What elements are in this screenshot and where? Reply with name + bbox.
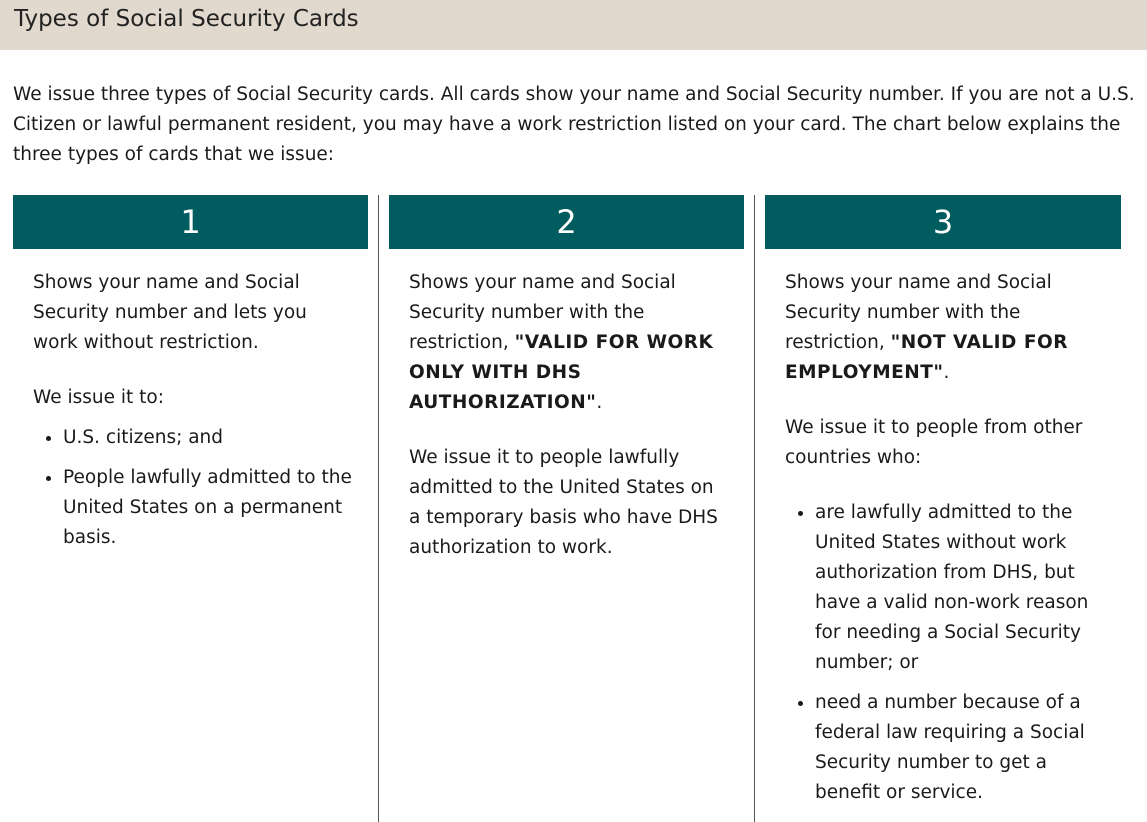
intro-paragraph: We issue three types of Social Security cards. All cards show your name and Social Security number. If you are not a U.S. Citizen or lawful permanent resident, you may have a work restriction listed on your card. The chart below explains the three types of cards that we issue: [13, 84, 1135, 165]
card-type-3-header: 3 [765, 195, 1121, 249]
card-type-2-header: 2 [389, 195, 744, 249]
card-type-1-body [33, 268, 353, 563]
card-type-1-header: 1 [13, 195, 368, 249]
list-item: • U.S. citizens; and [63, 423, 353, 453]
card-type-2-issue-to: We issue it to people lawfully admitted to the United States on a temporary basis who have DHS authorization to work. [409, 447, 718, 558]
column-divider [378, 195, 379, 822]
card-type-3-issue-to: We issue it to people from other countries who: [785, 417, 1083, 468]
card-type-2-body [409, 268, 729, 588]
card-type-1-list [33, 423, 353, 553]
list-item: • are lawfully admitted to the United States without work authorization from DHS, but have a valid non-work reason for needing a Social Security number; or [815, 498, 1105, 678]
card-type-2-description: Shows your name and Social Security number with the restriction, "VALID FOR WORK ONLY WITH DHS AUTHORIZATION". [409, 272, 714, 413]
list-item: • need a number because of a federal law requiring a Social Security number to get a benefit or service. [815, 688, 1105, 808]
card-type-3-body [785, 268, 1105, 818]
page-title: Types of Social Security Cards [0, 0, 1147, 50]
card-type-3-description: Shows your name and Social Security number with the restriction, "NOT VALID FOR EMPLOYMENT". [785, 272, 1068, 383]
restriction-text: "NOT VALID FOR EMPLOYMENT" [785, 332, 1068, 383]
column-divider [754, 195, 755, 822]
card-type-3-list [785, 498, 1105, 808]
card-type-1-issue-to: We issue it to: [33, 387, 164, 408]
card-type-1-description: Shows your name and Social Security number and lets you work without restriction. [33, 272, 307, 353]
list-item: • People lawfully admitted to the United States on a permanent basis. [63, 463, 353, 553]
restriction-text: "VALID FOR WORK ONLY WITH DHS AUTHORIZATION" [409, 332, 714, 413]
